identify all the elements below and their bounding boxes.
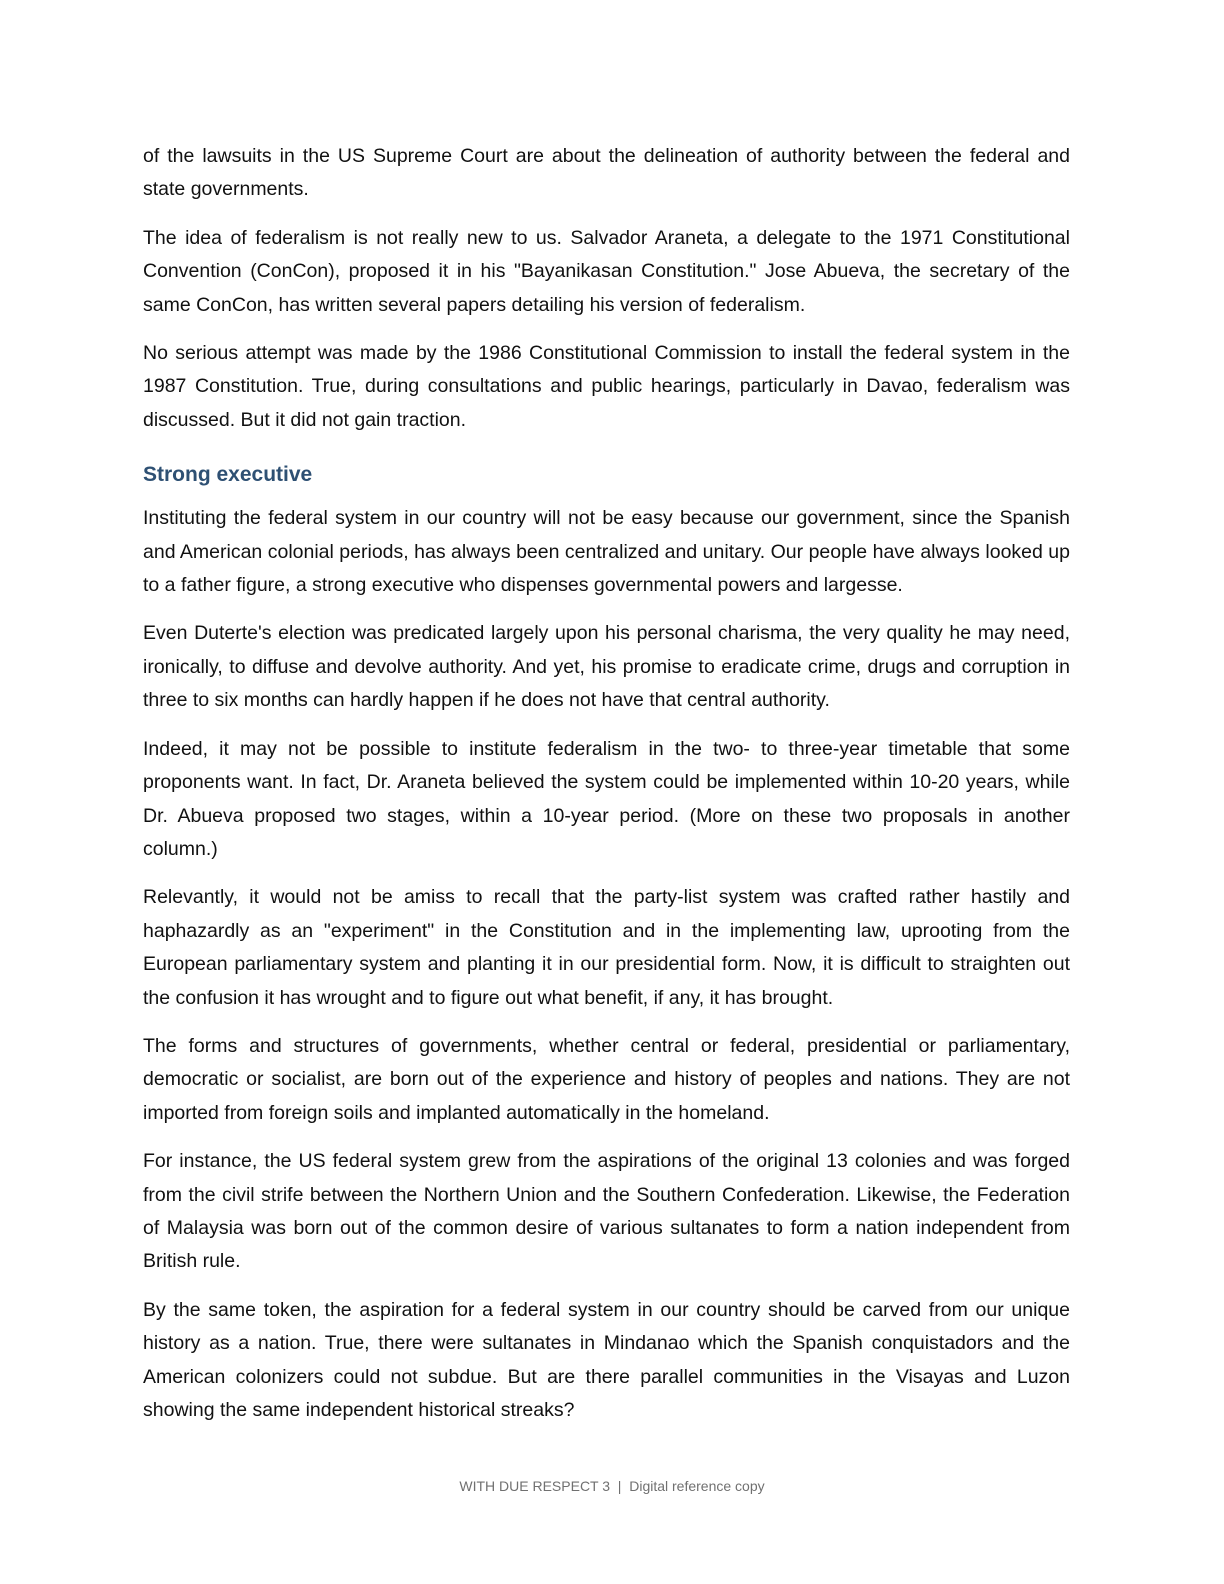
paragraph: The idea of federalism is not really new to us. Salvador Araneta, a delegate to the 1971 Constitutional Convention (ConCon), proposed it in his "Bayanikasan Constitution." Jose Abueva, the secretary of the same ConCon, has written several papers detailing his version of federalism.	[143, 226, 1070, 316]
paragraph: No serious attempt was made by the 1986 Constitutional Commission to install the federal system in the 1987 Constitution. True, during consultations and public hearings, particularly in Davao, federalism was discussed. But it did not gain traction.	[143, 342, 1070, 431]
section-heading: Strong executive	[143, 463, 313, 487]
paragraph: of the lawsuits in the US Supreme Court are about the delineation of authority between the federal and state governments.	[143, 145, 1070, 201]
paragraph: Indeed, it may not be possible to institute federalism in the two- to three-year timetable that some proponents want. In fact, Dr. Araneta believed the system could be implemented within 10-20 years, while Dr. Abueva proposed two stages, within a 10-year period. (More on these two proposals in another column.)	[143, 737, 1070, 860]
paragraph: By the same token, the aspiration for a federal system in our country should be carved from our unique history as a nation. True, there were sultanates in Mindanao which the Spanish conquistadors and the American colonizers could not subdue. But are there parallel communities in the Visayas and Luzon showing the same independent historical streaks?	[143, 1298, 1070, 1421]
article-body	[143, 140, 1070, 1442]
page-footer: WITH DUE RESPECT 3 | Digital reference copy	[459, 1478, 765, 1494]
paragraph: For instance, the US federal system grew from the aspirations of the original 13 colonies and was forged from the civil strife between the Northern Union and the Southern Confederation. Likewise, the Federation of Malaysia was born out of the common desire of various sultanates to form a nation independent from British rule.	[143, 1150, 1070, 1273]
paragraph: Even Duterte's election was predicated largely upon his personal charisma, the very quality he may need, ironically, to diffuse and devolve authority. And yet, his promise to eradicate crime, drugs and corruption in three to six months can hardly happen if he does not have that central authority.	[143, 622, 1070, 712]
paragraph: Instituting the federal system in our country will not be easy because our government, since the Spanish and American colonial periods, has always been centralized and unitary. Our people have always looked up to a father figure, a strong executive who dispenses governmental powers and largesse.	[143, 507, 1070, 597]
paragraph: The forms and structures of governments, whether central or federal, presidential or parliamentary, democratic or socialist, are born out of the experience and history of peoples and nations. They are not imported from foreign soils and implanted automatically in the homeland.	[143, 1034, 1070, 1124]
paragraph: Relevantly, it would not be amiss to recall that the party-list system was crafted rather hastily and haphazardly as an "experiment" in the Constitution and in the implementing law, uprooting from the European parliamentary system and planting it in our presidential form. Now, it is difficult to straighten out the confusion it has wrought and to figure out what benefit, if any, it has brought.	[143, 886, 1070, 1009]
